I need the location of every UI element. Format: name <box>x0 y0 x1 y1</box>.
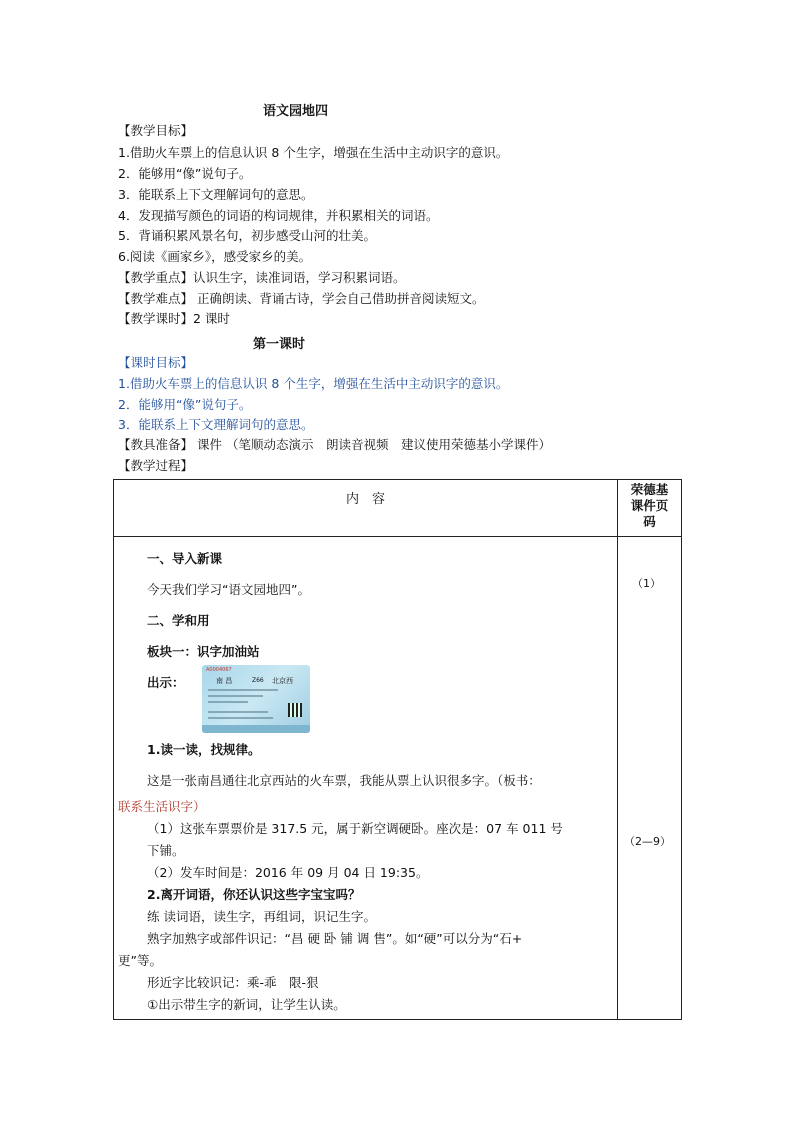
method-line: 熟字加熟字或部件识记：“昌 硬 卧 铺 调 售”。如“硬”可以分为“石+ <box>147 931 523 946</box>
price-line-cont: 下铺。 <box>147 843 185 858</box>
teaching-process-table <box>113 479 682 1020</box>
time-line: （2）发车时间是：2016 年 09 月 04 日 19:35。 <box>147 865 429 880</box>
page-mark: （2—9） <box>624 835 671 848</box>
process-heading: 【教学过程】 <box>118 458 194 473</box>
goal-item: 4．发现描写颜色的词语的构词规律，并积累相关的词语。 <box>118 208 439 223</box>
lesson-goals-heading: 【课时目标】 <box>118 355 194 370</box>
teaching-aids: 【教具准备】 课件 （笔顺动态演示 朗读音视频 建议使用荣德基小学课件） <box>118 437 551 452</box>
ticket-text-line <box>208 711 268 713</box>
ticket-to: 北京西 <box>272 677 293 685</box>
difficulty: 【教学难点】 正确朗读、背诵古诗，学会自己借助拼音阅读短文。 <box>118 291 485 306</box>
step-two-title: 2.离开词语，你还认识这些字宝宝吗？ <box>147 887 361 902</box>
ticket-text-line <box>208 717 273 719</box>
ticket-from: 南 昌 <box>216 677 233 685</box>
practice-line: 练 读词语，读生字，再组词，识记生字。 <box>147 909 376 924</box>
header-content-label: 内 容 <box>345 492 385 507</box>
compare-line: 形近字比较识记：乘-乖 限-狠 <box>147 975 319 990</box>
section-intro-text: 今天我们学习“语文园地四”。 <box>147 582 310 597</box>
ticket-qr-code-icon <box>288 703 302 717</box>
lesson-goal-item: 2．能够用“像”说句子。 <box>118 397 252 412</box>
board-note: 联系生活识字） <box>118 799 206 814</box>
lesson-title: 第一课时 <box>253 337 306 352</box>
page-mark: （1） <box>632 577 661 590</box>
class-hours: 【教学课时】2 课时 <box>118 311 230 326</box>
price-line: （1）这张车票票价是 317.5 元，属于新空调硬卧。座次是：07 车 011 号 <box>147 821 563 836</box>
document-title: 语文园地四 <box>263 104 329 119</box>
show-words-line: ①出示带生字的新词，让学生认读。 <box>147 997 346 1012</box>
lesson-goal-item: 3．能联系上下文理解词句的意思。 <box>118 417 314 432</box>
ticket-code: A0004067 <box>206 667 232 673</box>
goal-item: 5．背诵积累风景名句，初步感受山河的壮美。 <box>118 228 376 243</box>
ticket-text-line <box>208 689 278 691</box>
train-ticket-image <box>202 665 310 733</box>
goal-item: 1.借助火车票上的信息认识 8 个生字，增强在生活中主动识字的意识。 <box>118 145 509 160</box>
ticket-text-line <box>208 695 263 697</box>
method-line-cont: 更”等。 <box>118 953 162 968</box>
content-cell <box>114 537 618 1020</box>
goal-item: 3．能联系上下文理解词句的意思。 <box>118 187 314 202</box>
ticket-train: Z66 <box>252 677 264 684</box>
header-content <box>114 480 618 537</box>
ticket-bottom-bar <box>202 725 310 733</box>
goals-heading: 【教学目标】 <box>118 123 194 138</box>
ticket-text-line <box>208 701 248 703</box>
section-intro: 一、导入新课 <box>147 551 223 566</box>
page-cell <box>618 537 682 1020</box>
section-learn: 二、学和用 <box>147 613 210 628</box>
goal-item: 2．能够用“像”说句子。 <box>118 166 252 181</box>
ticket-paragraph: 这是一张南昌通往北京西站的火车票，我能从票上认识很多字。（板书： <box>147 773 541 788</box>
key-point: 【教学重点】认识生字，读准词语，学习积累词语。 <box>118 270 406 285</box>
header-page-line: 课件页 <box>630 498 669 513</box>
header-page-line: 荣德基 <box>630 482 669 497</box>
block-one-title: 板块一：识字加油站 <box>147 644 260 659</box>
step-one-title: 1.读一读，找规律。 <box>147 742 261 757</box>
header-page <box>618 480 682 537</box>
header-page-line: 码 <box>643 514 656 529</box>
show-label: 出示： <box>147 675 185 690</box>
lesson-goal-item: 1.借助火车票上的信息认识 8 个生字，增强在生活中主动识字的意识。 <box>118 376 509 391</box>
goal-item: 6.阅读《画家乡》，感受家乡的美。 <box>118 249 312 264</box>
